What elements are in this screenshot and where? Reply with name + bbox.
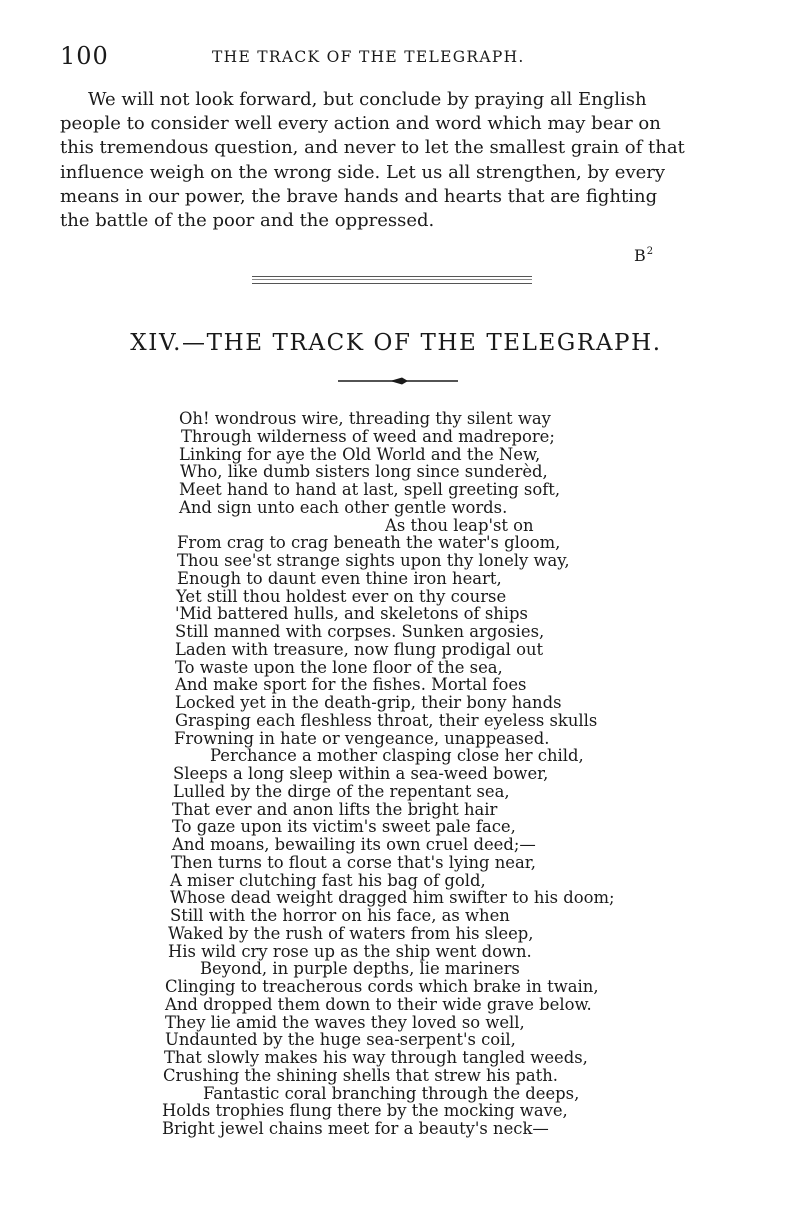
poem-line: Linking for aye the Old World and the New, bbox=[179, 444, 541, 464]
poem-line: Grasping each fleshless throat, their eyeless skulls bbox=[175, 710, 598, 730]
closing-paragraph bbox=[60, 88, 748, 233]
poem-line: That ever and anon lifts the bright hair bbox=[172, 799, 498, 819]
title-ornament bbox=[338, 376, 458, 386]
poem-line: 'Mid battered hulls, and skeletons of ships bbox=[175, 604, 528, 624]
poem-line: Meet hand to hand at last, spell greeting soft, bbox=[179, 480, 561, 499]
poem-line: Bright jewel chains meet for a beauty's neck— bbox=[162, 1119, 549, 1138]
poem-line: Who, like dumb sisters long since sunderèd, bbox=[180, 462, 548, 482]
poem-line: Enough to daunt even thine iron heart, bbox=[177, 568, 502, 588]
page-header bbox=[60, 42, 750, 72]
poem-line: And make sport for the fishes. Mortal foes bbox=[175, 675, 527, 695]
poem-line: And dropped them down to their wide grave below. bbox=[165, 994, 592, 1014]
signature-superscript: 2 bbox=[646, 246, 655, 257]
poem-line: That slowly makes his way through tangled weeds, bbox=[164, 1048, 588, 1067]
poem-line: Then turns to flout a corse that's lying near, bbox=[171, 852, 537, 872]
running-head: THE TRACK OF THE TELEGRAPH. bbox=[212, 48, 525, 66]
poem-line: Fantastic coral branching through the deeps, bbox=[203, 1083, 580, 1103]
paragraph-line: this tremendous question, and never to let the smallest grain of that bbox=[60, 137, 685, 159]
poem-line: Clinging to treacherous cords which brake in twain, bbox=[165, 977, 599, 996]
paragraph-line: means in our power, the brave hands and hearts that are fighting bbox=[60, 185, 658, 207]
poem-line: Crushing the shining shells that strew his path. bbox=[163, 1065, 559, 1085]
poem-line: Sleeps a long sleep within a sea-weed bower, bbox=[173, 764, 549, 783]
poem-line: Still with the horror on his face, as when bbox=[170, 906, 510, 925]
poem-line: And sign unto each other gentle words. bbox=[179, 497, 508, 517]
poem-line: As thou leap'st on bbox=[385, 515, 534, 535]
poem-line: Perchance a mother clasping close her child, bbox=[210, 746, 584, 766]
paragraph-line: people to consider well every action and word which may bear on bbox=[60, 113, 661, 135]
poem-line: Through wilderness of weed and madrepore; bbox=[181, 426, 555, 446]
poem-line: Frowning in hate or vengeance, unappeased. bbox=[174, 728, 550, 748]
paragraph-line: influence weigh on the wrong side. Let us all strengthen, by every bbox=[60, 161, 666, 183]
poem-line: Oh! wondrous wire, threading thy silent way bbox=[179, 409, 551, 428]
section-divider bbox=[252, 276, 532, 284]
poem-line: Undaunted by the huge sea-serpent's coil, bbox=[165, 1030, 516, 1050]
poem-line: They lie amid the waves they loved so well, bbox=[165, 1012, 525, 1032]
poem-line: Holds trophies flung there by the mocking wave, bbox=[162, 1101, 568, 1121]
poem-line: Thou see'st strange sights upon thy lonely way, bbox=[177, 551, 570, 570]
page-number: 100 bbox=[60, 42, 109, 70]
poem-line: A miser clutching fast his bag of gold, bbox=[170, 870, 486, 890]
poem-line: Yet still thou holdest ever on thy course bbox=[176, 586, 507, 606]
poem-line: To waste upon the lone floor of the sea, bbox=[175, 657, 503, 677]
paragraph-line: the battle of the poor and the oppressed. bbox=[60, 210, 435, 232]
poem-line: And moans, bewailing its own cruel deed;— bbox=[172, 835, 536, 854]
poem-line: Laden with treasure, now flung prodigal out bbox=[175, 639, 544, 659]
poem-line: Beyond, in purple depths, lie mariners bbox=[200, 959, 520, 979]
poem-line: Locked yet in the death-grip, their bony hands bbox=[175, 693, 562, 712]
poem-line: From crag to crag beneath the water's gloom, bbox=[177, 533, 561, 553]
section-divider-middle-line bbox=[252, 279, 532, 280]
paragraph-line: We will not look forward, but conclude by praying all English bbox=[88, 89, 647, 110]
signature-letter: B bbox=[634, 246, 647, 265]
author-signature bbox=[634, 246, 654, 265]
poem-line: Whose dead weight dragged him swifter to his doom; bbox=[170, 888, 615, 908]
poem-line: To gaze upon its victim's sweet pale face, bbox=[172, 817, 516, 837]
poem-line: Still manned with corpses. Sunken argosies, bbox=[175, 622, 545, 641]
chapter-title: XIV.—THE TRACK OF THE TELEGRAPH. bbox=[130, 330, 662, 356]
poem-line: His wild cry rose up as the ship went down. bbox=[168, 941, 532, 961]
poem-line: Lulled by the dirge of the repentant sea, bbox=[173, 781, 510, 801]
poem-line: Waked by the rush of waters from his sleep, bbox=[168, 923, 534, 943]
